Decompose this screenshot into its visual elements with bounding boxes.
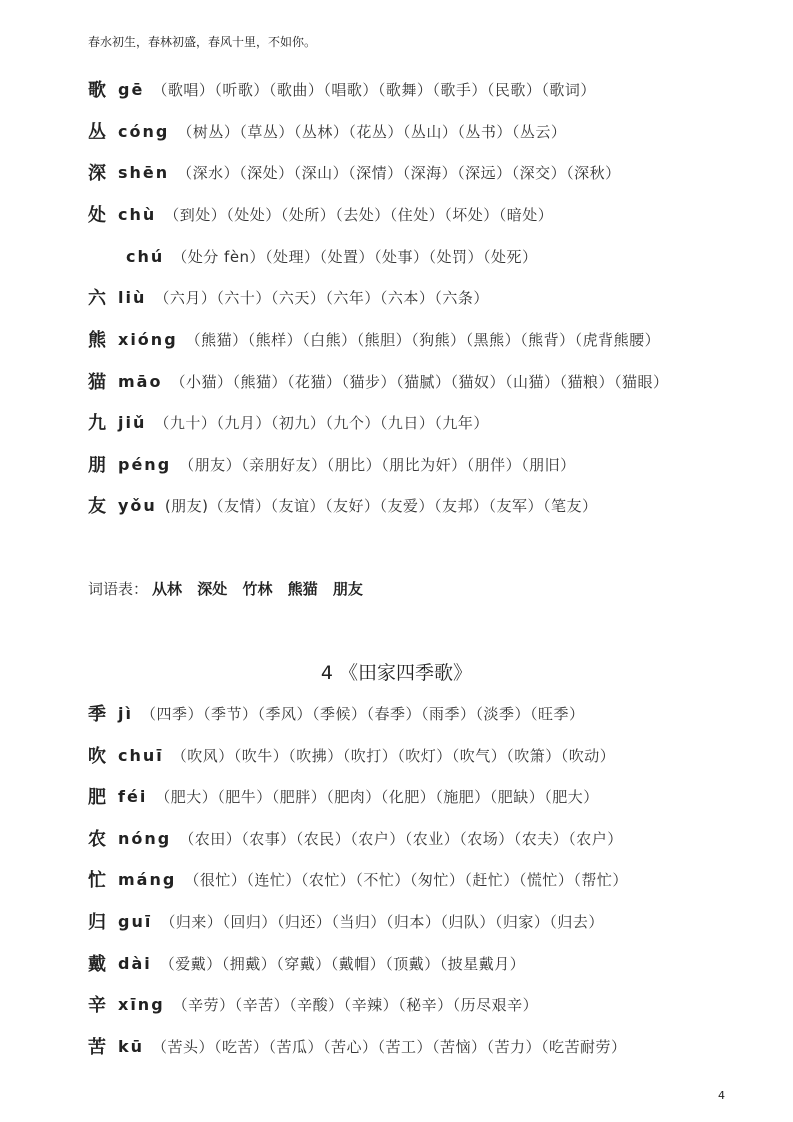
char-entry: [88, 742, 615, 768]
entry-pinyin: kū: [118, 1036, 145, 1056]
char-entry: [88, 908, 604, 934]
char-entry: [88, 76, 596, 102]
char-entry: [88, 451, 576, 477]
entry-character: 深: [88, 163, 106, 184]
entry-character: 归: [88, 912, 106, 933]
entry-words: （辛劳）（辛苦）（辛酸）（辛辣）（秘辛）（历尽艰辛）: [172, 995, 539, 1014]
entry-character: 六: [88, 288, 106, 309]
char-entry: [88, 991, 538, 1017]
entry-character: 忙: [88, 870, 106, 891]
entry-words: （爱戴）（拥戴）（穿戴）（戴帽）（顶戴）（披星戴月）: [159, 954, 526, 973]
char-entry: [88, 326, 660, 352]
lesson-title: 4 《田家四季歌》: [320, 662, 473, 684]
entry-pinyin: māo: [118, 371, 163, 391]
vocab-list: 从林 深处 竹林 熊猫 朋友: [152, 580, 363, 598]
entry-words: （小猫）（熊猫）（花猫）（猫步）（猫腻）（猫奴）（山猫）（猫粮）（猫眼）: [170, 372, 669, 391]
entry-pinyin: liù: [118, 287, 147, 307]
entry-words: （树丛）（草丛）（丛林）（花丛）（丛山）（丛书）（丛云）: [177, 122, 567, 141]
entry-words: （六月）（六十）（六天）（六年）（六本）（六条）: [154, 288, 489, 307]
entry-character: 猫: [88, 372, 106, 393]
entry-character: 戴: [88, 954, 106, 975]
entry-character: 九: [88, 413, 106, 434]
header-quote: 春水初生，春林初盛，春风十里，不如你。: [88, 35, 317, 49]
entry-words: （到处）（处处）（处所）（去处）（住处）（坏处）（暗处）: [164, 205, 554, 224]
entry-words: （吹风）（吹牛）（吹拂）（吹打）（吹灯）（吹气）（吹箫）（吹动）: [171, 746, 616, 765]
entry-words: （肥大）（肥牛）（肥胖）（肥肉）（化肥）（施肥）（肥缺）（肥大）: [155, 787, 599, 806]
entry-pinyin: jì: [118, 703, 133, 723]
entry-character: 吹: [88, 746, 106, 767]
entry-character: 朋: [88, 455, 106, 476]
entry-words: （归来）（回归）（归还）（当归）（归本）（归队）（归家）（归去）: [160, 912, 604, 931]
entry-pinyin: péng: [118, 454, 172, 474]
entry-pinyin: máng: [118, 869, 177, 889]
entry-character: 友: [88, 496, 106, 517]
entry-words: （朋友）（亲朋好友）（朋比）（朋比为奸）（朋伴）（朋旧）: [179, 455, 576, 474]
entry-pinyin: cóng: [118, 121, 170, 141]
char-entry: [88, 950, 525, 976]
entry-words: （深水）（深处）（深山）（深情）（深海）（深远）（深交）（深秋）: [177, 163, 621, 182]
entry-pinyin: chù: [118, 204, 157, 224]
char-entry: [88, 368, 668, 394]
entry-pinyin: dài: [118, 953, 152, 973]
entry-character: 肥: [88, 787, 106, 808]
page-number: 4: [718, 1089, 725, 1102]
vocab-label: 词语表：: [88, 580, 149, 598]
entry-character: 处: [88, 205, 106, 226]
entry-pinyin: guī: [118, 911, 153, 931]
entry-pinyin: nóng: [118, 828, 172, 848]
entry-words: （处分 fèn）（处理）（处置）（处事）（处罚）（处死）: [172, 247, 538, 266]
entry-pinyin: yǒu: [118, 495, 157, 515]
char-entry: [88, 159, 621, 185]
entry-character: 辛: [88, 995, 106, 1016]
char-entry: [88, 783, 599, 809]
char-entry: [88, 700, 584, 726]
entry-pinyin: chú: [126, 246, 165, 266]
entry-pinyin: féi: [118, 786, 148, 806]
entry-character: 季: [88, 704, 106, 725]
entry-character: 丛: [88, 122, 106, 143]
char-entry: [88, 825, 623, 851]
entry-pinyin: xióng: [118, 329, 178, 349]
char-entry: [88, 118, 566, 144]
entry-words: （很忙）（连忙）（农忙）（不忙）（匆忙）（赶忙）（慌忙）（帮忙）: [184, 870, 628, 889]
char-entry: [88, 201, 553, 227]
entry-pinyin: chuī: [118, 745, 164, 765]
char-entry: [88, 866, 628, 892]
entry-character: 熊: [88, 330, 106, 351]
char-entry: [88, 284, 489, 310]
vocab-line: [88, 578, 363, 599]
char-entry: [88, 492, 598, 518]
entry-words: （四季）（季节）（季风）（季候）（春季）（雨季）（淡季）（旺季）: [140, 704, 585, 723]
entry-pinyin: gē: [118, 79, 145, 99]
entry-character: 歌: [88, 80, 106, 101]
entry-words: （农田）（农事）（农民）（农户）（农业）（农场）（农夫）（农户）: [179, 829, 623, 848]
entry-words: (朋友)（友情）（友谊）（友好）（友爱）（友邦）（友军）（笔友）: [164, 496, 598, 515]
entry-character: 苦: [88, 1037, 106, 1058]
entry-words: （歌唱）（听歌）（歌曲）（唱歌）（歌舞）（歌手）（民歌）（歌词）: [152, 80, 596, 99]
entry-words: （九十）（九月）（初九）（九个）（九日）（九年）: [154, 413, 489, 432]
entry-character: 农: [88, 829, 106, 850]
entry-words: （熊猫）（熊样）（白熊）（熊胆）（狗熊）（黑熊）（熊背）（虎背熊腰）: [185, 330, 661, 349]
entry-pinyin: shēn: [118, 162, 170, 182]
entry-pinyin: xīng: [118, 994, 165, 1014]
char-entry: [88, 1033, 627, 1059]
entry-words: （苦头）（吃苦）（苦瓜）（苦心）（苦工）（苦恼）（苦力）（吃苦耐劳）: [152, 1037, 627, 1056]
entry-pinyin: jiǔ: [118, 412, 147, 432]
char-entry: [88, 243, 538, 269]
char-entry: [88, 409, 489, 435]
